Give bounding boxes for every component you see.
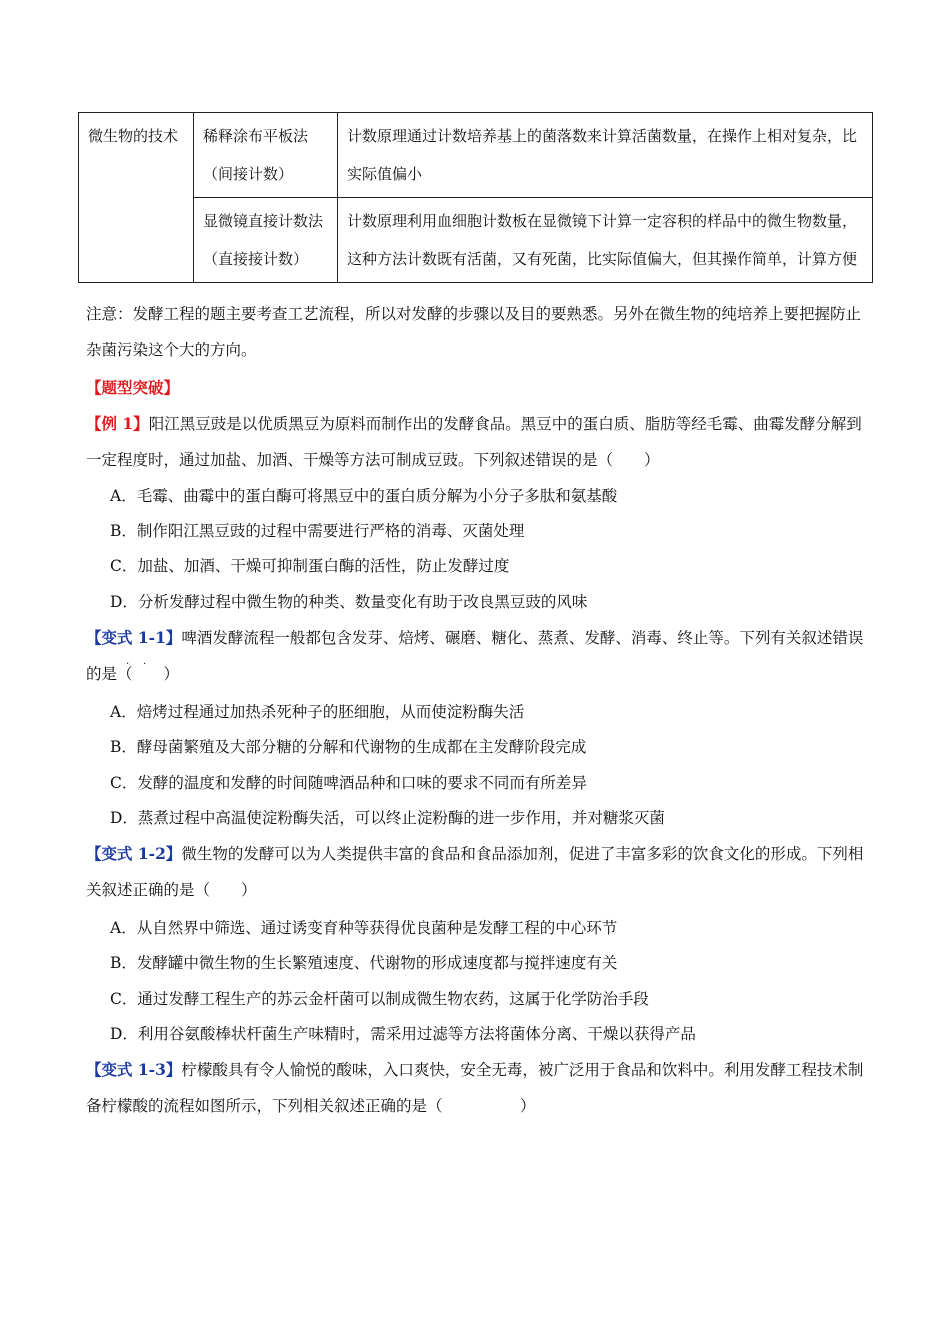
table-cell-method: 稀释涂布平板法（间接计数）: [194, 113, 338, 198]
question-stem: 柠檬酸具有令人愉悦的酸味，入口爽快，安全无毒，被广泛用于食品和饮料中。利用发酵工程技术制备柠檬酸的流程如图所示，下列相关叙述正确的是（ ）: [86, 1061, 864, 1115]
question-stem: 微生物的发酵可以为人类提供丰富的食品和食品添加剂，促进了丰富多彩的饮食文化的形成。下列相关叙述正确的是（ ）: [86, 845, 864, 899]
table-row: [79, 198, 873, 283]
question-variant-1-1: [86, 620, 876, 692]
emphasis-dot: .: [126, 656, 130, 667]
option-b: B．发酵罐中微生物的生长繁殖速度、代谢物的形成速度都与搅拌速度有关: [110, 954, 618, 972]
table-cell-method: 显微镜直接计数法（直接接计数）: [194, 198, 338, 283]
table-cell-description: 计数原理通过计数培养基上的菌落数来计算活菌数量，在操作上相对复杂，比实际值偏小: [338, 113, 873, 198]
option-c: C．发酵的温度和发酵的时间随啤酒品种和口味的要求不同而有所差异: [110, 774, 587, 792]
question-tag: 【变式 1-2】: [86, 844, 182, 863]
option-b: B．制作阳江黑豆豉的过程中需要进行严格的消毒、灭菌处理: [110, 522, 525, 540]
option-c: C．通过发酵工程生产的苏云金杆菌可以制成微生物农药，这属于化学防治手段: [110, 990, 649, 1008]
table-cell-category: 微生物的技术: [79, 113, 194, 283]
option-c: C．加盐、加酒、干燥可抑制蛋白酶的活性，防止发酵过度: [110, 557, 510, 575]
option-d: D．分析发酵过程中微生物的种类、数量变化有助于改良黑豆豉的风味: [110, 593, 588, 611]
question-variant-1-3: [86, 1052, 876, 1124]
table-cell-description: 计数原理利用血细胞计数板在显微镜下计算一定容积的样品中的微生物数量，这种方法计数既有活菌，又有死菌，比实际值偏大，但其操作简单，计算方便: [338, 198, 873, 283]
question-variant-1-2: [86, 836, 876, 908]
option-a: A．焙烤过程通过加热杀死种子的胚细胞，从而使淀粉酶失活: [110, 703, 525, 721]
option-a: A．从自然界中筛选、通过诱变育种等获得优良菌种是发酵工程的中心环节: [110, 919, 618, 937]
question-tag: 【变式 1-3】: [86, 1060, 182, 1079]
option-b: B．酵母菌繁殖及大部分糖的分解和代谢物的生成都在主发酵阶段完成: [110, 738, 587, 756]
option-d: D．利用谷氨酸棒状杆菌生产味精时，需采用过滤等方法将菌体分离、干燥以获得产品: [110, 1025, 696, 1043]
option-a: A．毛霉、曲霉中的蛋白酶可将黑豆中的蛋白质分解为小分子多肽和氨基酸: [110, 487, 618, 505]
table-row: [79, 113, 873, 198]
note-paragraph: 注意：发酵工程的题主要考查工艺流程，所以对发酵的步骤以及目的要熟悉。另外在微生物的纯培养上要把握防止杂菌污染这个大的方向。: [86, 305, 862, 359]
question-tag: 【变式 1-1】: [86, 628, 182, 647]
section-heading: 【题型突破】: [86, 378, 180, 397]
question-example-1: [86, 406, 876, 478]
emphasis-dot: .: [143, 656, 147, 667]
question-stem: 阳江黑豆豉是以优质黑豆为原料而制作出的发酵食品。黑豆中的蛋白质、脂肪等经毛霉、曲霉发酵分解到一定程度时，通过加盐、加酒、干燥等方法可制成豆豉。下列叙述错误的是（ ）: [86, 415, 862, 469]
question-stem: 啤酒发酵流程一般都包含发芽、焙烤、碾磨、糖化、蒸煮、发酵、消毒、终止等。下列有关叙述错误的是（ ）: [86, 629, 864, 683]
counting-methods-table: [78, 112, 873, 283]
question-tag: 【例 1】: [86, 414, 149, 433]
option-d: D．蒸煮过程中高温使淀粉酶失活，可以终止淀粉酶的进一步作用，并对糖浆灭菌: [110, 809, 665, 827]
